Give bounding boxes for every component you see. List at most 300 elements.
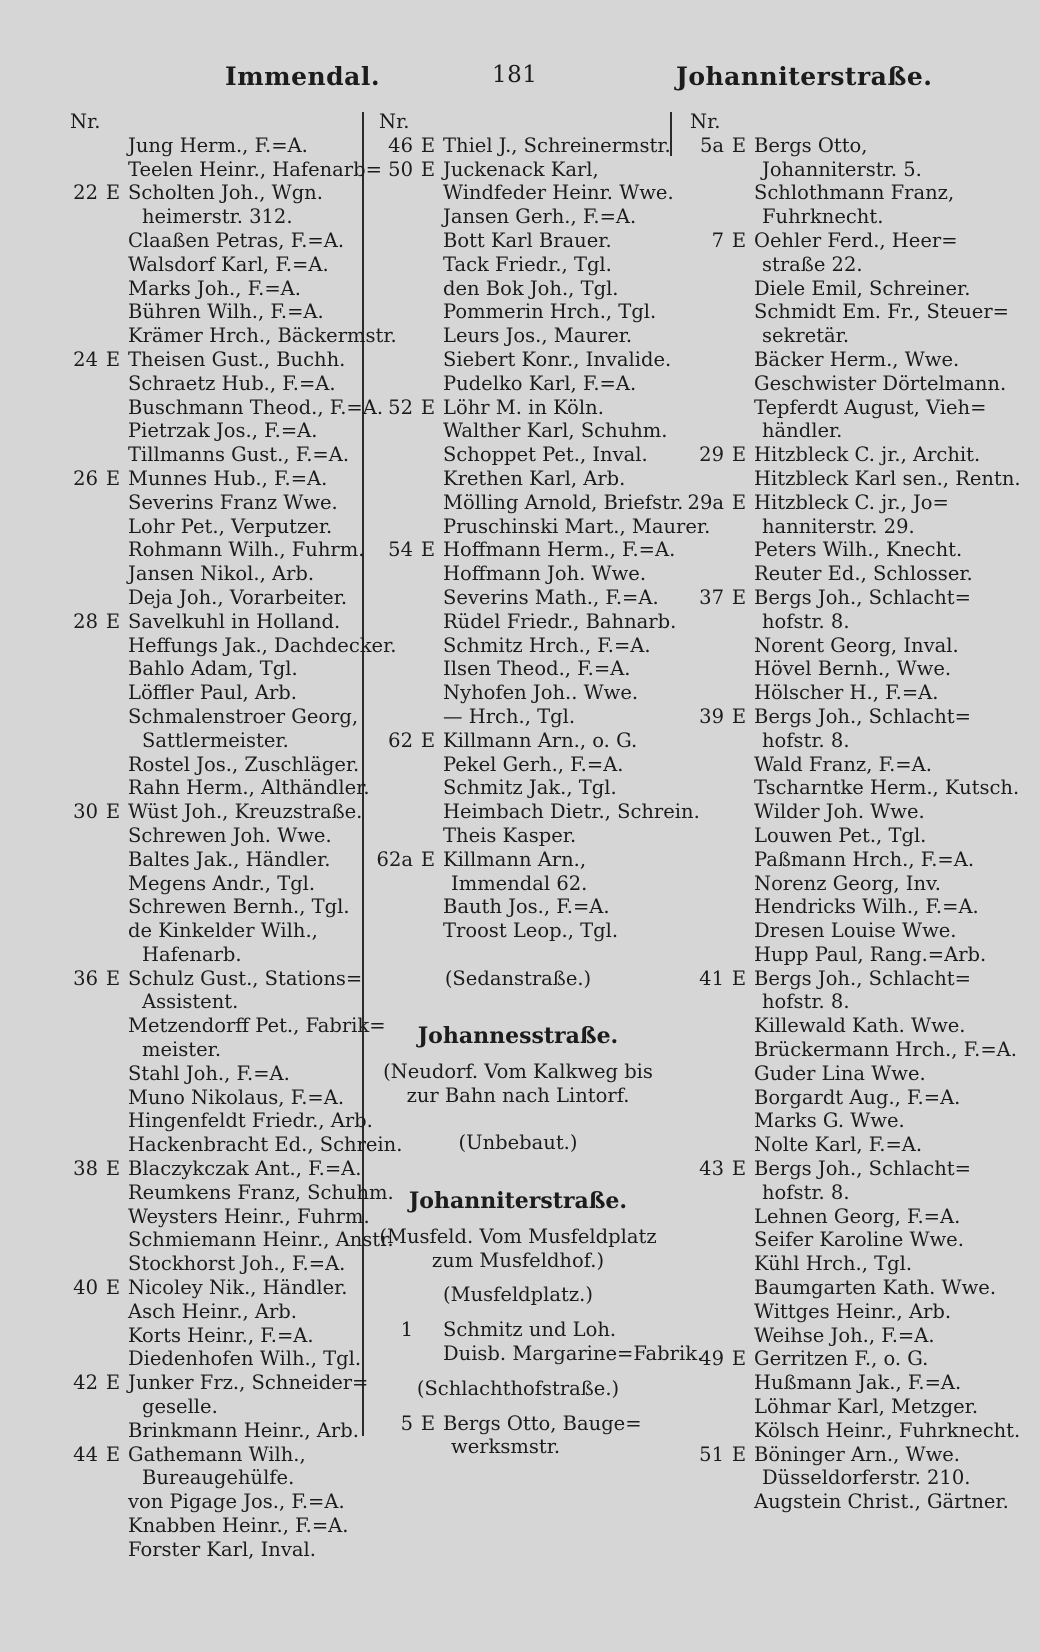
owner-marker: E (420, 133, 436, 157)
entry-line (680, 1109, 980, 1133)
house-number: 22 (73, 181, 98, 205)
resident-text: Bergs Joh., Schlacht= (754, 966, 971, 990)
street-description: (Musfeld. Vom Musfeldplatz (379, 1224, 657, 1248)
resident-text: Schmalenstroer Georg, (128, 704, 359, 728)
entry-line (369, 419, 667, 443)
resident-text: Böninger Arn., Wwe. (754, 1442, 960, 1466)
cross-street: (Musfeldplatz.) (443, 1283, 593, 1307)
entry-line (369, 657, 667, 681)
column-label: Nr. (379, 110, 410, 133)
entry-line (680, 1086, 980, 1110)
house-number: 62 (388, 728, 413, 752)
resident-text: Leurs Jos., Maurer. (443, 324, 633, 348)
owner-marker: E (731, 966, 747, 990)
resident-text: Hingenfeldt Friedr., Arb. (128, 1109, 373, 1133)
house-number: 42 (73, 1371, 98, 1395)
resident-text: Geschwister Dörtelmann. (754, 371, 1007, 395)
owner-marker: E (420, 728, 436, 752)
entry-line (680, 657, 980, 681)
entry-continuation: Sattlermeister. (142, 728, 289, 752)
entry-line (680, 705, 980, 729)
resident-text: Theisen Gust., Buchh. (128, 347, 346, 371)
resident-text: Hoffmann Joh. Wwe. (443, 562, 647, 586)
resident-text: Stahl Joh., F.=A. (128, 1061, 290, 1085)
resident-text: Heimbach Dietr., Schrein. (443, 800, 700, 824)
house-number: 1 (400, 1318, 413, 1342)
entry-line (680, 776, 1020, 800)
entry-continuation: Fuhrknecht. (762, 205, 884, 229)
entry-line (680, 1347, 980, 1371)
entry-line (60, 1347, 360, 1371)
owner-marker: E (105, 466, 121, 490)
owner-marker: E (731, 1157, 747, 1181)
entry-line (680, 848, 980, 872)
entry-line (60, 1538, 360, 1562)
entry-line (60, 538, 365, 562)
entry-line (369, 300, 667, 324)
owner-marker: E (105, 347, 121, 371)
entry-continuation: geselle. (142, 1395, 218, 1419)
resident-text: Nicoley Nik., Händler. (128, 1276, 348, 1300)
entry-line (60, 657, 360, 681)
resident-text: Hitzbleck Karl sen., Rentn. (754, 466, 1021, 490)
resident-text: Bergs Otto, Bauge= (443, 1411, 642, 1435)
entry-line (680, 824, 980, 848)
resident-text: Schmitz und Loh. (443, 1318, 617, 1342)
resident-text: Rüdel Friedr., Bahnarb. (443, 609, 677, 633)
resident-text: Hoffmann Herm., F.=A. (443, 538, 676, 562)
resident-text: Walsdorf Karl, F.=A. (128, 252, 329, 276)
resident-text: Louwen Pet., Tgl. (754, 823, 927, 847)
owner-marker: E (420, 157, 436, 181)
entry-list (369, 1318, 704, 1366)
resident-text: Mölling Arnold, Briefstr. (443, 490, 684, 514)
house-number: 37 (699, 585, 724, 609)
resident-text: Bergs Joh., Schlacht= (754, 704, 971, 728)
entry-line (369, 443, 667, 467)
house-number: 51 (699, 1442, 724, 1466)
entry-line (680, 443, 980, 467)
resident-text: Severins Franz Wwe. (128, 490, 338, 514)
entry-line (680, 1252, 980, 1276)
entry-line (60, 776, 370, 800)
entry-line (60, 848, 360, 872)
entry-continuation: Johanniterstr. 5. (762, 157, 922, 181)
entry-line (680, 466, 1021, 491)
entry-line (60, 372, 360, 396)
resident-text: Stockhorst Joh., F.=A. (128, 1252, 346, 1276)
entry-line (680, 634, 980, 658)
house-number: 49 (699, 1347, 724, 1371)
entry-line (680, 967, 980, 991)
house-number: 46 (388, 133, 413, 157)
entry-line (369, 133, 671, 158)
entry-line (60, 1324, 360, 1348)
resident-text: — Hrch., Tgl. (443, 704, 576, 728)
entry-continuation: werksmstr. (451, 1435, 561, 1459)
street-heading: Johannesstraße. (417, 1023, 619, 1050)
house-number: 5a (699, 133, 724, 157)
entry-line (680, 1062, 980, 1086)
resident-text: Schmidt Em. Fr., Steuer= (754, 300, 1010, 324)
entry-line (60, 1371, 369, 1395)
owner-marker: E (731, 133, 747, 157)
entry-line (60, 1062, 360, 1086)
entry-continuation: straße 22. (762, 252, 863, 276)
resident-text: Wüst Joh., Kreuzstraße. (128, 800, 363, 824)
entry-line (60, 181, 360, 205)
entry-line (369, 253, 667, 277)
entry-line (60, 705, 360, 729)
resident-text: Metzendorff Pet., Fabrik= (128, 1014, 386, 1038)
entry-line (680, 491, 980, 515)
resident-text: Duisb. Margarine=Fabrik. (443, 1342, 704, 1366)
resident-text: Jansen Nikol., Arb. (128, 562, 315, 586)
cross-street: (Schlachthofstraße.) (416, 1376, 620, 1400)
owner-marker: E (105, 1371, 121, 1395)
entry-line (369, 467, 667, 491)
entry-line (60, 1133, 403, 1157)
resident-text: Schmiemann Heinr., Anstr. (128, 1228, 394, 1252)
house-number: 29 (699, 443, 724, 467)
entry-continuation: hofstr. 8. (762, 990, 850, 1014)
resident-text: Baumgarten Kath. Wwe. (754, 1276, 997, 1300)
resident-text: Schmitz Hrch., F.=A. (443, 633, 651, 657)
resident-text: Krethen Karl, Arb. (443, 466, 626, 490)
entry-line (60, 134, 360, 158)
resident-text: Diedenhofen Wilh., Tgl. (128, 1347, 362, 1371)
entry-line (369, 1342, 704, 1366)
entry-line (680, 181, 980, 205)
resident-text: Junker Frz., Schneider= (128, 1371, 369, 1395)
resident-text: Reumkens Franz, Schuhm. (128, 1180, 394, 1204)
entry-continuation: Hafenarb. (142, 942, 242, 966)
house-number: 39 (699, 704, 724, 728)
entry-line (60, 966, 363, 991)
street-description: (Neudorf. Vom Kalkweg bis (383, 1060, 653, 1084)
resident-text: Lohr Pet., Verputzer. (128, 514, 333, 538)
resident-text: Teelen Heinr., Hafenarb= (128, 157, 382, 181)
street-description: zum Musfeldhof.) (431, 1248, 605, 1272)
entry-line (680, 800, 980, 824)
entry-line (60, 895, 360, 919)
house-number: 43 (699, 1157, 724, 1181)
resident-text: Thiel J., Schreinermstr. (443, 133, 671, 157)
owner-marker: E (105, 966, 121, 990)
resident-text: Schraetz Hub., F.=A. (128, 371, 336, 395)
house-number: 28 (73, 609, 98, 633)
resident-text: Hölscher H., F.=A. (754, 681, 939, 705)
owner-marker: E (105, 800, 121, 824)
resident-text: Scholten Joh., Wgn. (128, 181, 323, 205)
resident-text: Diele Emil, Schreiner. (754, 276, 971, 300)
resident-text: Severins Math., F.=A. (443, 585, 659, 609)
owner-marker: E (105, 609, 121, 633)
owner-marker: E (420, 1411, 436, 1435)
entry-continuation: Immendal 62. (451, 871, 588, 895)
entry-line (60, 800, 363, 824)
entry-line (680, 1371, 980, 1395)
resident-text: Jung Herm., F.=A. (128, 133, 308, 157)
entry-line (680, 1395, 980, 1419)
resident-text: Kühl Hrch., Tgl. (754, 1252, 913, 1276)
house-number: 38 (73, 1157, 98, 1181)
entry-line (60, 1086, 360, 1110)
resident-text: Killewald Kath. Wwe. (754, 1014, 966, 1038)
entry-continuation: händler. (762, 419, 843, 443)
entry-continuation: hofstr. 8. (762, 1180, 850, 1204)
resident-text: Pommerin Hrch., Tgl. (443, 300, 657, 324)
entry-line (369, 776, 667, 800)
resident-text: Jansen Gerh., F.=A. (443, 205, 637, 229)
resident-text: Killmann Arn., o. G. (443, 728, 638, 752)
entry-line (680, 1324, 980, 1348)
resident-text: Rostel Jos., Zuschläger. (128, 752, 360, 776)
resident-text: Schrewen Bernh., Tgl. (128, 895, 350, 919)
entry-line (680, 1228, 980, 1252)
entry-line (60, 1252, 360, 1276)
entry-line (680, 1418, 1021, 1443)
house-number: 62a (376, 847, 413, 871)
resident-text: Schrewen Joh. Wwe. (128, 823, 332, 847)
entry-line (369, 681, 667, 705)
owner-marker: E (731, 704, 747, 728)
resident-text: Schulz Gust., Stations= (128, 966, 363, 990)
resident-text: Löffler Paul, Arb. (128, 681, 297, 705)
entry-line (60, 1014, 386, 1038)
entry-line (60, 467, 360, 491)
street-heading: Johanniterstraße. (408, 1188, 628, 1215)
page-header-left-title: Immendal. (225, 62, 381, 91)
resident-text: Windfeder Heinr. Wwe. (443, 181, 674, 205)
street-note: (Unbebaut.) (458, 1131, 578, 1155)
resident-text: Pudelko Karl, F.=A. (443, 371, 637, 395)
entry-line (369, 229, 667, 253)
entry-continuation: meister. (142, 1038, 222, 1062)
house-number: 54 (388, 538, 413, 562)
resident-text: von Pigage Jos., F.=A. (128, 1490, 345, 1514)
entry-continuation: hofstr. 8. (762, 609, 850, 633)
resident-text: Norenz Georg, Inv. (754, 871, 941, 895)
entry-line (60, 491, 360, 515)
entry-line (369, 800, 700, 824)
entry-line (60, 253, 360, 277)
entry-line (680, 371, 1007, 396)
entry-line (680, 753, 980, 777)
entry-line (60, 348, 360, 372)
entry-line (369, 562, 667, 586)
house-number: 40 (73, 1276, 98, 1300)
resident-text: Juckenack Karl, (443, 157, 599, 181)
resident-text: Norent Georg, Inval. (754, 633, 959, 657)
house-number: 5 (400, 1411, 413, 1435)
resident-text: Troost Leop., Tgl. (443, 919, 619, 943)
resident-text: Hitzbleck C. jr., Jo= (754, 490, 949, 514)
resident-text: Dresen Louise Wwe. (754, 919, 957, 943)
resident-text: Borgardt Aug., F.=A. (754, 1085, 961, 1109)
entry-line (60, 324, 397, 348)
entry-continuation: Düsseldorferstr. 210. (762, 1466, 971, 1490)
resident-text: Siebert Konr., Invalide. (443, 347, 672, 371)
resident-text: Claaßen Petras, F.=A. (128, 228, 345, 252)
resident-text: Munnes Hub., F.=A. (128, 466, 328, 490)
entry-line (60, 1443, 360, 1467)
entry-line (680, 562, 980, 586)
resident-text: Buschmann Theod., F.=A. (128, 395, 384, 419)
resident-text: Hövel Bernh., Wwe. (754, 657, 952, 681)
entry-line (680, 1205, 980, 1229)
resident-text: Theis Kasper. (443, 823, 577, 847)
entry-line (60, 1490, 360, 1514)
house-number: 41 (699, 966, 724, 990)
column-label: Nr. (70, 110, 101, 133)
resident-text: Bühren Wilh., F.=A. (128, 300, 324, 324)
entry-line (369, 634, 667, 658)
resident-text: Hitzbleck C. jr., Archit. (754, 443, 981, 467)
entry-line (369, 490, 684, 515)
entry-line (60, 824, 360, 848)
entry-line (60, 586, 360, 610)
street-description: zur Bahn nach Lintorf. (406, 1083, 630, 1107)
resident-text: Schoppet Pet., Inval. (443, 443, 648, 467)
resident-text: Megens Andr., Tgl. (128, 871, 316, 895)
entry-list (680, 133, 1021, 1514)
resident-text: Bahlo Adam, Tgl. (128, 657, 298, 681)
owner-marker: E (105, 1276, 121, 1300)
resident-text: Muno Nikolaus, F.=A. (128, 1085, 345, 1109)
entry-line (60, 419, 360, 443)
page-header-right-title: Johanniterstraße. (676, 62, 933, 91)
entry-line (369, 824, 667, 848)
entry-line (369, 1412, 667, 1436)
entry-line (369, 919, 667, 943)
entry-line (369, 396, 667, 420)
resident-text: Hackenbracht Ed., Schrein. (128, 1133, 403, 1157)
entry-line (60, 300, 360, 324)
entry-line (60, 633, 397, 658)
entry-line (60, 1109, 373, 1133)
resident-text: Killmann Arn., (443, 847, 587, 871)
resident-text: Savelkuhl in Holland. (128, 609, 341, 633)
entry-line (369, 372, 667, 396)
entry-continuation: hofstr. 8. (762, 728, 850, 752)
entry-line (60, 515, 360, 539)
resident-text: Pruschinski Mart., Maurer. (443, 514, 711, 538)
resident-text: Löhr M. in Köln. (443, 395, 604, 419)
entry-line (680, 1157, 980, 1181)
resident-text: Hußmann Jak., F.=A. (754, 1371, 962, 1395)
entry-line (369, 514, 711, 539)
entry-continuation: hanniterstr. 29. (762, 514, 915, 538)
resident-text: Bäcker Herm., Wwe. (754, 347, 960, 371)
resident-text: Ilsen Theod., F.=A. (443, 657, 631, 681)
entry-line (60, 1157, 360, 1181)
entry-line (60, 395, 384, 420)
resident-text: Paßmann Hrch., F.=A. (754, 847, 975, 871)
owner-marker: E (731, 443, 747, 467)
owner-marker: E (731, 1347, 747, 1371)
house-number: 36 (73, 966, 98, 990)
resident-text: Marks G. Wwe. (754, 1109, 905, 1133)
resident-text: Bauth Jos., F.=A. (443, 895, 610, 919)
resident-text: Walther Karl, Schuhm. (443, 419, 668, 443)
owner-marker: E (420, 538, 436, 562)
entry-line (369, 277, 667, 301)
resident-text: Weysters Heinr., Fuhrm. (128, 1204, 370, 1228)
entry-line (369, 158, 667, 182)
owner-marker: E (105, 1442, 121, 1466)
resident-text: Tack Friedr., Tgl. (443, 252, 612, 276)
resident-text: Lehnen Georg, F.=A. (754, 1204, 961, 1228)
resident-text: Wilder Joh. Wwe. (754, 800, 925, 824)
house-number: 29a (687, 490, 724, 514)
owner-marker: E (731, 585, 747, 609)
house-number: 50 (388, 157, 413, 181)
resident-text: Nyhofen Joh.. Wwe. (443, 681, 639, 705)
entry-line (369, 347, 672, 372)
cross-street: (Sedanstraße.) (444, 966, 592, 990)
resident-text: Schlothmann Franz, (754, 181, 955, 205)
resident-text: Oehler Ferd., Heer= (754, 228, 958, 252)
entry-line (680, 300, 1010, 324)
entry-line (60, 1300, 360, 1324)
house-number: 30 (73, 800, 98, 824)
entry-line (680, 395, 987, 420)
resident-text: Seifer Karoline Wwe. (754, 1228, 964, 1252)
resident-text: Wald Franz, F.=A. (754, 752, 932, 776)
entry-line (60, 562, 360, 586)
resident-text: Bott Karl Brauer. (443, 228, 612, 252)
entry-line (680, 134, 980, 158)
entry-continuation: Bureaugehülfe. (142, 1466, 295, 1490)
entry-line (60, 1228, 394, 1252)
resident-text: Deja Joh., Vorarbeiter. (128, 585, 348, 609)
resident-text: Rohmann Wilh., Fuhrm. (128, 538, 365, 562)
entry-line (680, 538, 980, 562)
entry-line (60, 1204, 370, 1229)
house-number: 7 (711, 228, 724, 252)
resident-text: Rahn Herm., Althändler. (128, 776, 370, 800)
page-number: 181 (492, 62, 538, 88)
resident-text: Heffungs Jak., Dachdecker. (128, 633, 397, 657)
owner-marker: E (420, 395, 436, 419)
owner-marker: E (105, 181, 121, 205)
entry-line (60, 610, 360, 634)
resident-text: Reuter Ed., Schlosser. (754, 562, 973, 586)
entry-line (369, 1318, 667, 1342)
entry-line (60, 1276, 360, 1300)
entry-line (369, 895, 667, 919)
resident-text: Brückermann Hrch., F.=A. (754, 1038, 1017, 1062)
house-number: 26 (73, 466, 98, 490)
entry-line (680, 1300, 980, 1324)
resident-text: Pietrzak Jos., F.=A. (128, 419, 318, 443)
owner-marker: E (105, 1157, 121, 1181)
owner-marker: E (731, 1442, 747, 1466)
entry-line (60, 1419, 360, 1443)
house-number: 52 (388, 395, 413, 419)
resident-text: Gathemann Wilh., (128, 1442, 306, 1466)
entry-line (680, 1490, 1009, 1514)
entry-line (369, 205, 667, 229)
entry-line (369, 753, 667, 777)
resident-text: Bergs Joh., Schlacht= (754, 1157, 971, 1181)
resident-text: Nolte Karl, F.=A. (754, 1133, 923, 1157)
entry-line (60, 872, 360, 896)
resident-text: Gerritzen F., o. G. (754, 1347, 929, 1371)
entry-line (369, 705, 667, 729)
entry-line (60, 753, 360, 777)
